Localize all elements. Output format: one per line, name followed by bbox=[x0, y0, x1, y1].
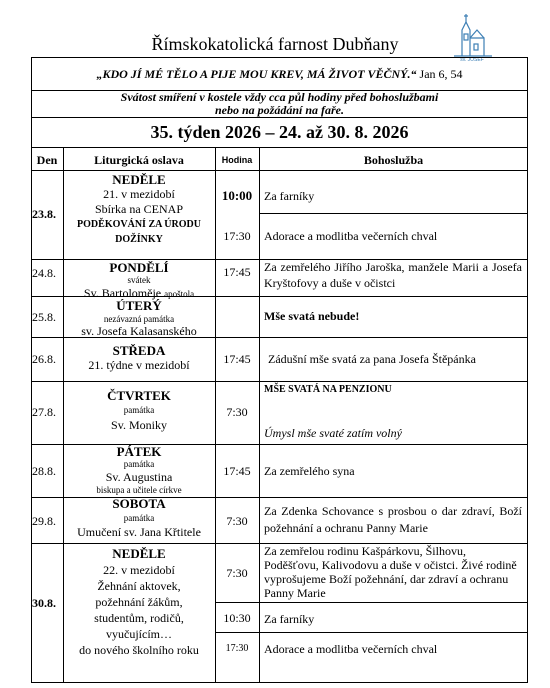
church-logo-icon bbox=[440, 8, 500, 64]
svg-text:sv. JOSEF: sv. JOSEF bbox=[460, 57, 484, 63]
date-cell: 28.8. bbox=[32, 464, 56, 478]
page-title: Římskokatolická farnost Dubňany bbox=[151, 34, 399, 54]
liturgy-cell: STŘEDA 21. týdne v mezidobí bbox=[88, 343, 190, 372]
header-hodina: Hodina bbox=[221, 155, 253, 165]
date-cell: 30.8. bbox=[32, 596, 56, 610]
time-cell: 17:45 bbox=[223, 352, 251, 366]
confession-notice: Svátost smíření v kostele vždy cca půl hodiny před bohoslužbami nebo na požádání na faře. bbox=[120, 90, 439, 117]
liturgy-cell: ÚTERÝ nezávazná památka sv. Josefa Kalasanského bbox=[81, 298, 197, 338]
header-oslava: Liturgická oslava bbox=[94, 153, 184, 167]
date-cell: 26.8. bbox=[32, 352, 56, 366]
mass-intention: Za zemřelou rodinu Kašpárkovu, Šilhovu, Poděšťovu, Kalivodovu a duše v očistci. Živé rodině vyprošujeme Boží požehnání, dar zdraví a ochranu Panny Marie bbox=[264, 544, 517, 600]
mass-intention: Za zemřelého syna bbox=[264, 464, 355, 478]
time-cell: 17:45 bbox=[223, 464, 251, 478]
date-cell: 29.8. bbox=[32, 514, 56, 528]
time-cell: 7:30 bbox=[226, 514, 248, 528]
quote-text: „KDO JÍ MÉ TĚLO A PIJE MOU KREV, MÁ ŽIVOT VĚČNÝ.“ bbox=[96, 67, 417, 81]
time-cell: 10:30 bbox=[223, 611, 251, 625]
time-cell: 10:00 bbox=[221, 188, 253, 203]
mass-intention: Mše svatá nebude! bbox=[264, 309, 360, 323]
liturgy-cell: NEDĚLE 21. v mezidobí Sbírka na CENAP PODĚKOVÁNÍ ZA ÚRODU DOŽÍNKY bbox=[77, 172, 201, 245]
liturgy-cell: ČTVRTEK památka Sv. Moniky bbox=[107, 388, 171, 432]
liturgy-cell: PONDĚLÍ svátek Sv. Bartoloměje apoštola bbox=[83, 260, 195, 300]
mass-intention: Za Zdenka Schovance s prosbou o dar zdraví, Boží požehnání a ochranu Panny Marie bbox=[264, 504, 522, 535]
liturgy-cell: SOBOTA památka Umučení sv. Jana Křtitele bbox=[77, 496, 201, 539]
mass-intention: Adorace a modlitba večerních chval bbox=[264, 229, 438, 243]
date-cell: 24.8. bbox=[32, 266, 56, 280]
quote-line bbox=[31, 67, 528, 82]
time-cell: 7:30 bbox=[226, 566, 248, 580]
week-title: 35. týden 2026 – 24. až 30. 8. 2026 bbox=[150, 122, 409, 142]
time-cell: 17:30 bbox=[225, 643, 249, 654]
mass-intention: Zádušní mše svatá za pana Josefa Štěpánka bbox=[268, 352, 476, 366]
mass-intention: Za zemřelého Jiřího Jaroška, manžele Marii a Josefa Kryštofovy a duše v očistci bbox=[264, 260, 522, 290]
liturgy-cell: PÁTEK památka Sv. Augustina biskupa a učitele církve bbox=[96, 444, 182, 495]
date-cell: 25.8. bbox=[32, 310, 56, 324]
date-cell: 27.8. bbox=[32, 405, 56, 419]
mass-intention: Za farníky bbox=[264, 189, 315, 203]
header-den: Den bbox=[36, 153, 58, 167]
quote-reference: Jan 6, 54 bbox=[419, 67, 463, 81]
mass-intention-note: Úmysl mše svaté zatím volný bbox=[264, 426, 402, 440]
mass-intention: MŠE SVATÁ NA PENZIONU bbox=[264, 384, 392, 395]
date-cell: 23.8. bbox=[32, 207, 56, 221]
time-cell: 17:45 bbox=[223, 265, 251, 279]
time-cell: 7:30 bbox=[226, 405, 248, 419]
liturgy-cell: NEDĚLE 22. v mezidobí Žehnání aktovek, požehnání žákům, studentům, rodičů, vyučujícím… do nového školního roku bbox=[79, 546, 199, 657]
mass-intention: Za farníky bbox=[264, 612, 315, 626]
time-cell: 17:30 bbox=[223, 229, 251, 243]
mass-intention: Adorace a modlitba večerních chval bbox=[264, 642, 438, 656]
header-bohosluzba: Bohoslužba bbox=[363, 153, 424, 167]
